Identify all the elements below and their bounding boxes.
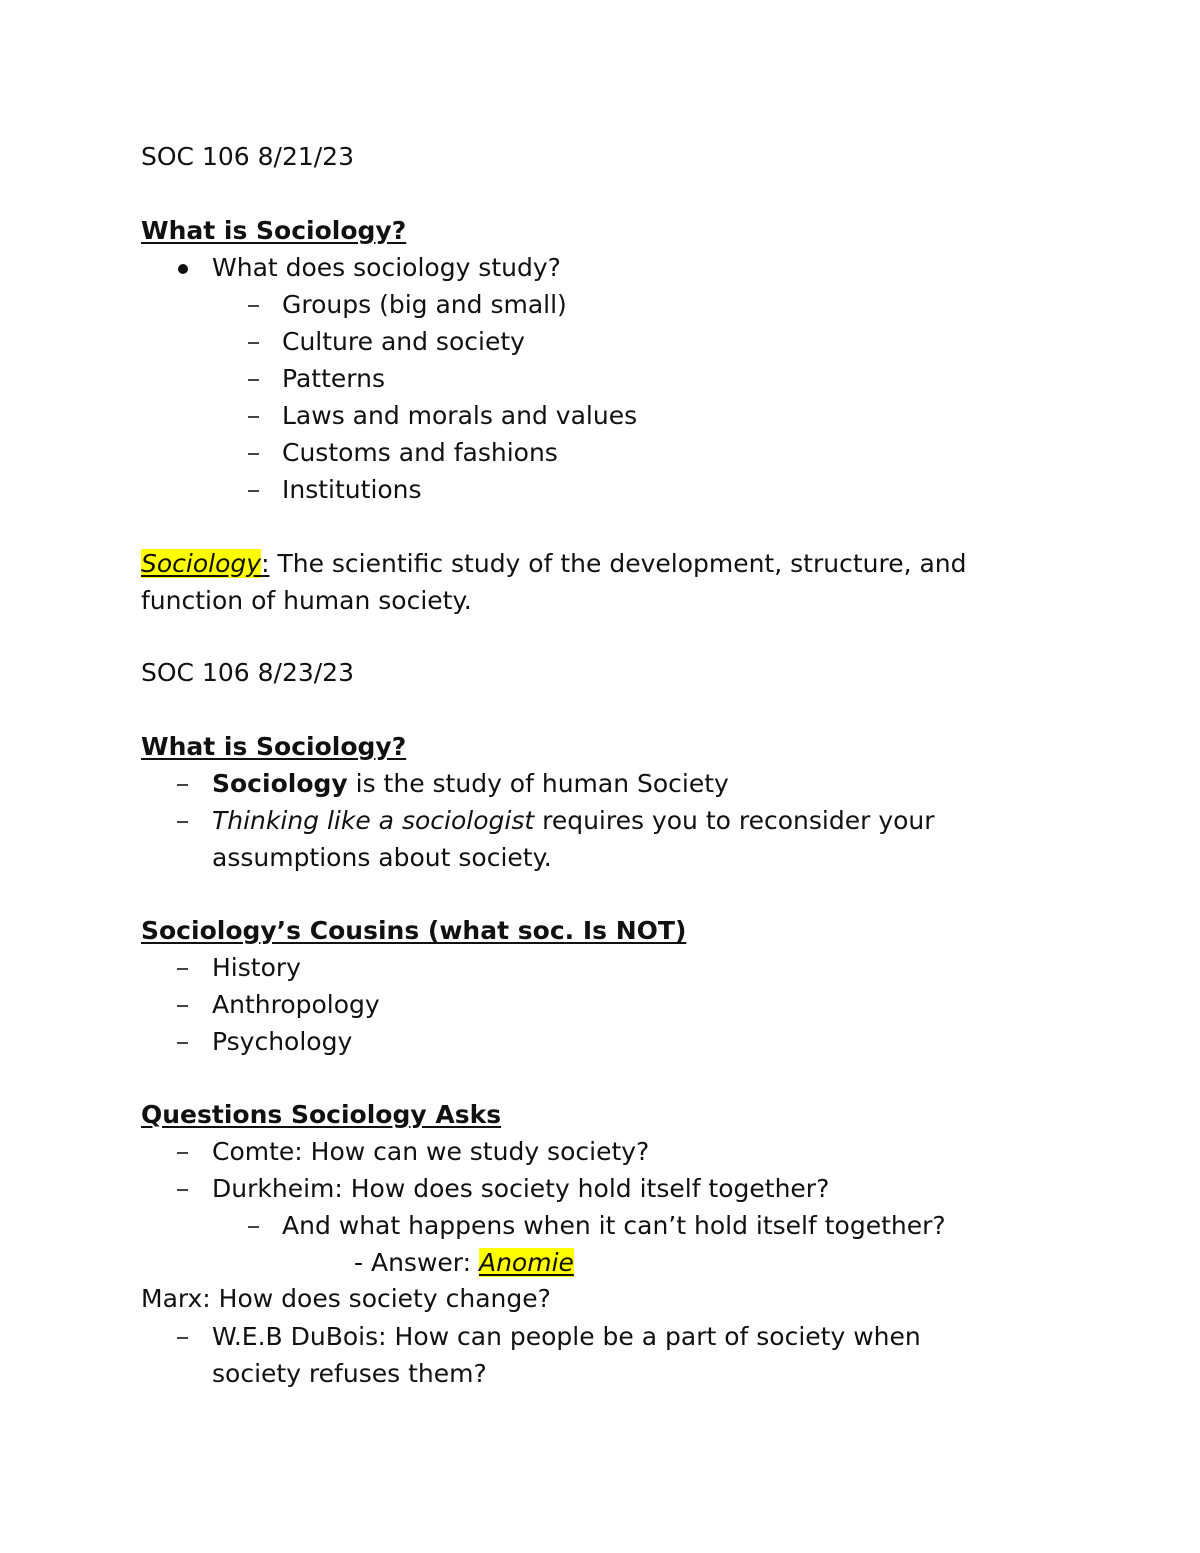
item-bold-term: Sociology [212, 769, 348, 798]
dash-icon [248, 453, 259, 455]
dash-icon [177, 1337, 188, 1339]
cousin-psychology: Psychology [212, 1027, 353, 1056]
dash-icon [248, 305, 259, 307]
section-heading-cousins: Sociology’s Cousins (what soc. Is NOT) [141, 916, 687, 945]
subitem-laws: Laws and morals and values [282, 401, 638, 430]
section-heading-what-is-sociology-1: What is Sociology? [141, 216, 407, 245]
answer-term: Anomie [478, 1248, 574, 1277]
dash-icon [248, 342, 259, 344]
definition-line-1 [141, 545, 967, 582]
bullet-what-does-sociology-study: What does sociology study? [212, 253, 561, 282]
date-heading-2: SOC 106 8/23/23 [141, 658, 354, 687]
subitem-groups: Groups (big and small) [282, 290, 567, 319]
dash-icon [177, 968, 188, 970]
item-rest: is the study of human Society [347, 769, 729, 798]
subitem-institutions: Institutions [282, 475, 422, 504]
item-italic-term: Thinking like a sociologist [212, 806, 535, 835]
question-durkheim-sub: And what happens when it can’t hold itself together? [282, 1211, 946, 1240]
definition-term: Sociology [141, 549, 262, 578]
item-thinking-like [212, 802, 935, 839]
dash-icon [248, 379, 259, 381]
dash-icon [248, 490, 259, 492]
dash-icon [248, 1226, 259, 1228]
dash-icon [177, 1042, 188, 1044]
definition-line-2: function of human society. [141, 586, 472, 615]
section-heading-questions: Questions Sociology Asks [141, 1100, 502, 1129]
dash-icon [177, 1189, 188, 1191]
question-durkheim: Durkheim: How does society hold itself together? [212, 1174, 830, 1203]
question-comte: Comte: How can we study society? [212, 1137, 650, 1166]
question-marx: Marx: How does society change? [141, 1284, 551, 1313]
definition-colon: : [261, 549, 270, 578]
subitem-patterns: Patterns [282, 364, 385, 393]
dash-icon [177, 1005, 188, 1007]
subitem-customs: Customs and fashions [282, 438, 558, 467]
bullet-icon [178, 264, 188, 274]
answer-prefix: - Answer: [354, 1248, 479, 1277]
question-dubois-line-2: society refuses them? [212, 1359, 487, 1388]
dash-icon [177, 784, 188, 786]
question-dubois: W.E.B DuBois: How can people be a part of society when [212, 1322, 921, 1351]
item-thinking-like-line-2: assumptions about society. [212, 843, 552, 872]
item-rest: requires you to reconsider your [534, 806, 935, 835]
dash-icon [248, 416, 259, 418]
dash-icon [177, 821, 188, 823]
subitem-culture: Culture and society [282, 327, 525, 356]
cousin-history: History [212, 953, 301, 982]
section-heading-what-is-sociology-2: What is Sociology? [141, 732, 407, 761]
answer-line [354, 1244, 574, 1281]
dash-icon [177, 1152, 188, 1154]
item-sociology-study [212, 765, 729, 802]
definition-text: The scientific study of the development, structure, and [269, 549, 967, 578]
cousin-anthropology: Anthropology [212, 990, 380, 1019]
date-heading-1: SOC 106 8/21/23 [141, 142, 354, 171]
